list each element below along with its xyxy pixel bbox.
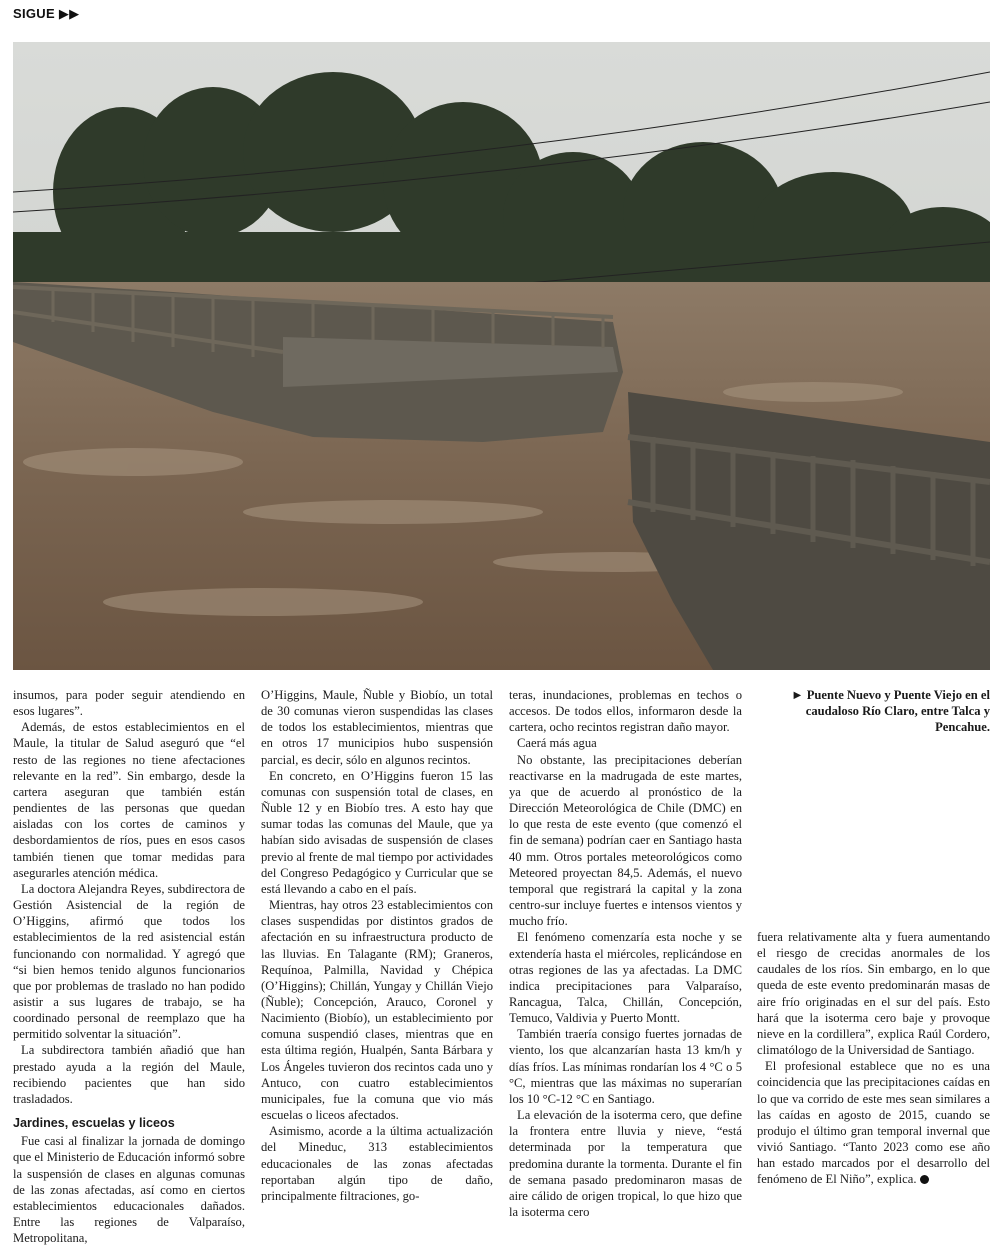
paragraph: Además, de estos establecimientos en el Maule, la titular de Salud aseguró que “el resto de las regiones no tiene afectaciones relevante en la red”. Sin embargo, desde la cartera aseguran que también están pendientes de las personas que quedan aisladas con los cortes de caminos y desbordamientos de ríos, pues en esos casos también tienen que tomar medidas para asegurarles atención médica. (13, 720, 245, 880)
paragraph: El fenómeno comenzaría esta noche y se extendería hasta el miércoles, replicándose en otras regiones de las ya afectadas. La DMC indica precipitaciones para Valparaíso, Rancagua, Talca, Chillán, Concepción, Temuco, Valdivia y Puerto Montt. (509, 930, 742, 1026)
paragraph: Mientras, hay otros 23 establecimientos con clases suspendidas por distintos grados de afectación en su infraestructura producto de las lluvias. En Talagante (RM); Graneros, Requínoa, Palmilla, Navidad y Chépica (O’Higgins); Chillán, Yungay y Chillán Viejo (Ñuble); Concepción, Arauco, Coronel y Nacimiento (Biobío), un establecimiento por comuna suspendió clases, mientras que en esta última región, Hualpén, Santa Bárbara y Los Ángeles tuvieron dos recintos cada uno y Antuco, con cuatro establecimientos municipales, fue la comuna que vio más escuelas o liceos afectados. (261, 898, 493, 1123)
paragraph: La elevación de la isoterma cero, que define la frontera entre lluvia y nieve, “está determinada por la temperatura que predomina durante la tormenta. Durante el fin de semana pasado predominaron masas de aire cálido de origen tropical, lo que hizo que la isoterma cero (509, 1108, 742, 1219)
paragraph: En concreto, en O’Higgins fueron 15 las comunas con suspensión total de clases, en Ñuble 12 y en Biobío tres. A esto hay que sumar todas las comunas del Maule, que ya habían sido avisadas de suspensión de clases previo al frente de mal tiempo por actividades del Congreso Pedagógico y Curricular que se está llevando a cabo en el país. (261, 768, 493, 896)
paragraph: La doctora Alejandra Reyes, subdirectora de Gestión Asistencial de la región de O’Higgins, afirmó que todos los establecimientos de la red asistencial están funcionando con normalidad. Y agregó que “si bien hemos tenido algunos funcionarios que por problemas de traslado no han podido asistir a sus lugares de trabajo, se ha coordinado personal de reemplazo que ha permitido solventar la situación”. (13, 881, 245, 1042)
paragraph-text: El profesional establece que no es una coincidencia que las precipitaciones caídas en lo que va corrido de este mes sean similares a las caídas en agosto de 2015, cuando se produjo el último gran temporal invernal que vivió Santiago. “Tanto 2023 como ese año han estado marcados por el desarrollo del fenómeno de El Niño”, explica. (757, 1059, 990, 1187)
article-column-2 (261, 687, 493, 1204)
paragraph: También traería consigo fuertes jornadas de viento, los que alcanzarían hasta 13 km/h y días fríos. Las mínimas rondarían los 4 °C o 5 °C, mientras que las máximas no superarían los 10 °C-12 °C en Santiago. (509, 1027, 742, 1106)
paragraph: No obstante, las precipitaciones deberían reactivarse en la madrugada de este martes, ya que de acuerdo al pronóstico de la Dirección Meteorológica de Chile (DMC) en lo que resta de este evento (que comenzó el fin de semana) podrían caer en Santiago hasta 40 mm. Otros portales meteorológicos como Meteored proyectan 84,5. Además, el nuevo temporal que registrará la capital y la zona centro-sur incluye fuertes e intensos vientos y mucho frío. (509, 752, 742, 929)
news-photo (13, 42, 990, 670)
paragraph-final (757, 1058, 990, 1187)
sigue-label: SIGUE ▶▶ (13, 6, 80, 21)
paragraph: fuera relativamente alta y fuera aumentando el riesgo de crecidas anormales de los caudales de los ríos. Sin embargo, en lo que queda de este evento predominarán masas de aire frío originadas en el sur del país. Esto hará que la isoterma cero baje y provoque nieve en la cordillera”, explica Raúl Cordero, climatólogo de la Universidad de Santiago. (757, 930, 990, 1058)
article-column-3 (509, 687, 742, 1220)
subheading-caera: Caerá más agua (517, 736, 597, 751)
paragraph: Fue casi al finalizar la jornada de domingo que el Ministerio de Educación informó sobre la suspensión de clases en algunas comunas de las zonas afectadas, así como en ciertos establecimientos educacionales dañados. Entre las regiones de Valparaíso, Metropolitana, (13, 1134, 245, 1246)
paragraph: teras, inundaciones, problemas en techos o accesos. De todos ellos, informaron desde la cartera, ocho recintos registran daño mayor. (509, 688, 742, 735)
article-column-1 (13, 687, 245, 1246)
photo-caption: ► Puente Nuevo y Puente Viejo en el caudaloso Río Claro, entre Talca y Pencahue. (791, 688, 990, 735)
paragraph: O’Higgins, Maule, Ñuble y Biobío, un total de 30 comunas vieron suspendidas las clases de todos los establecimientos, mientras que en otros 17 municipios hubo suspensión parcial, es decir, sólo en algunos recintos. (261, 688, 493, 767)
paragraph: insumos, para poder seguir atendiendo en esos lugares”. (13, 688, 245, 719)
end-of-article-mark (920, 1175, 929, 1184)
subheading-jardines: Jardines, escuelas y liceos (13, 1116, 175, 1131)
paragraph: Asimismo, acorde a la última actualización del Mineduc, 313 establecimientos educacionales de las zonas afectadas reportaban algún tipo de daño, principalmente filtraciones, go- (261, 1124, 493, 1203)
article-column-4 (757, 929, 990, 1188)
flood-bridge-image (13, 42, 990, 670)
paragraph: La subdirectora también añadió que han prestado ayuda a la región del Maule, recibiendo pacientes que han sido trasladados. (13, 1043, 245, 1106)
